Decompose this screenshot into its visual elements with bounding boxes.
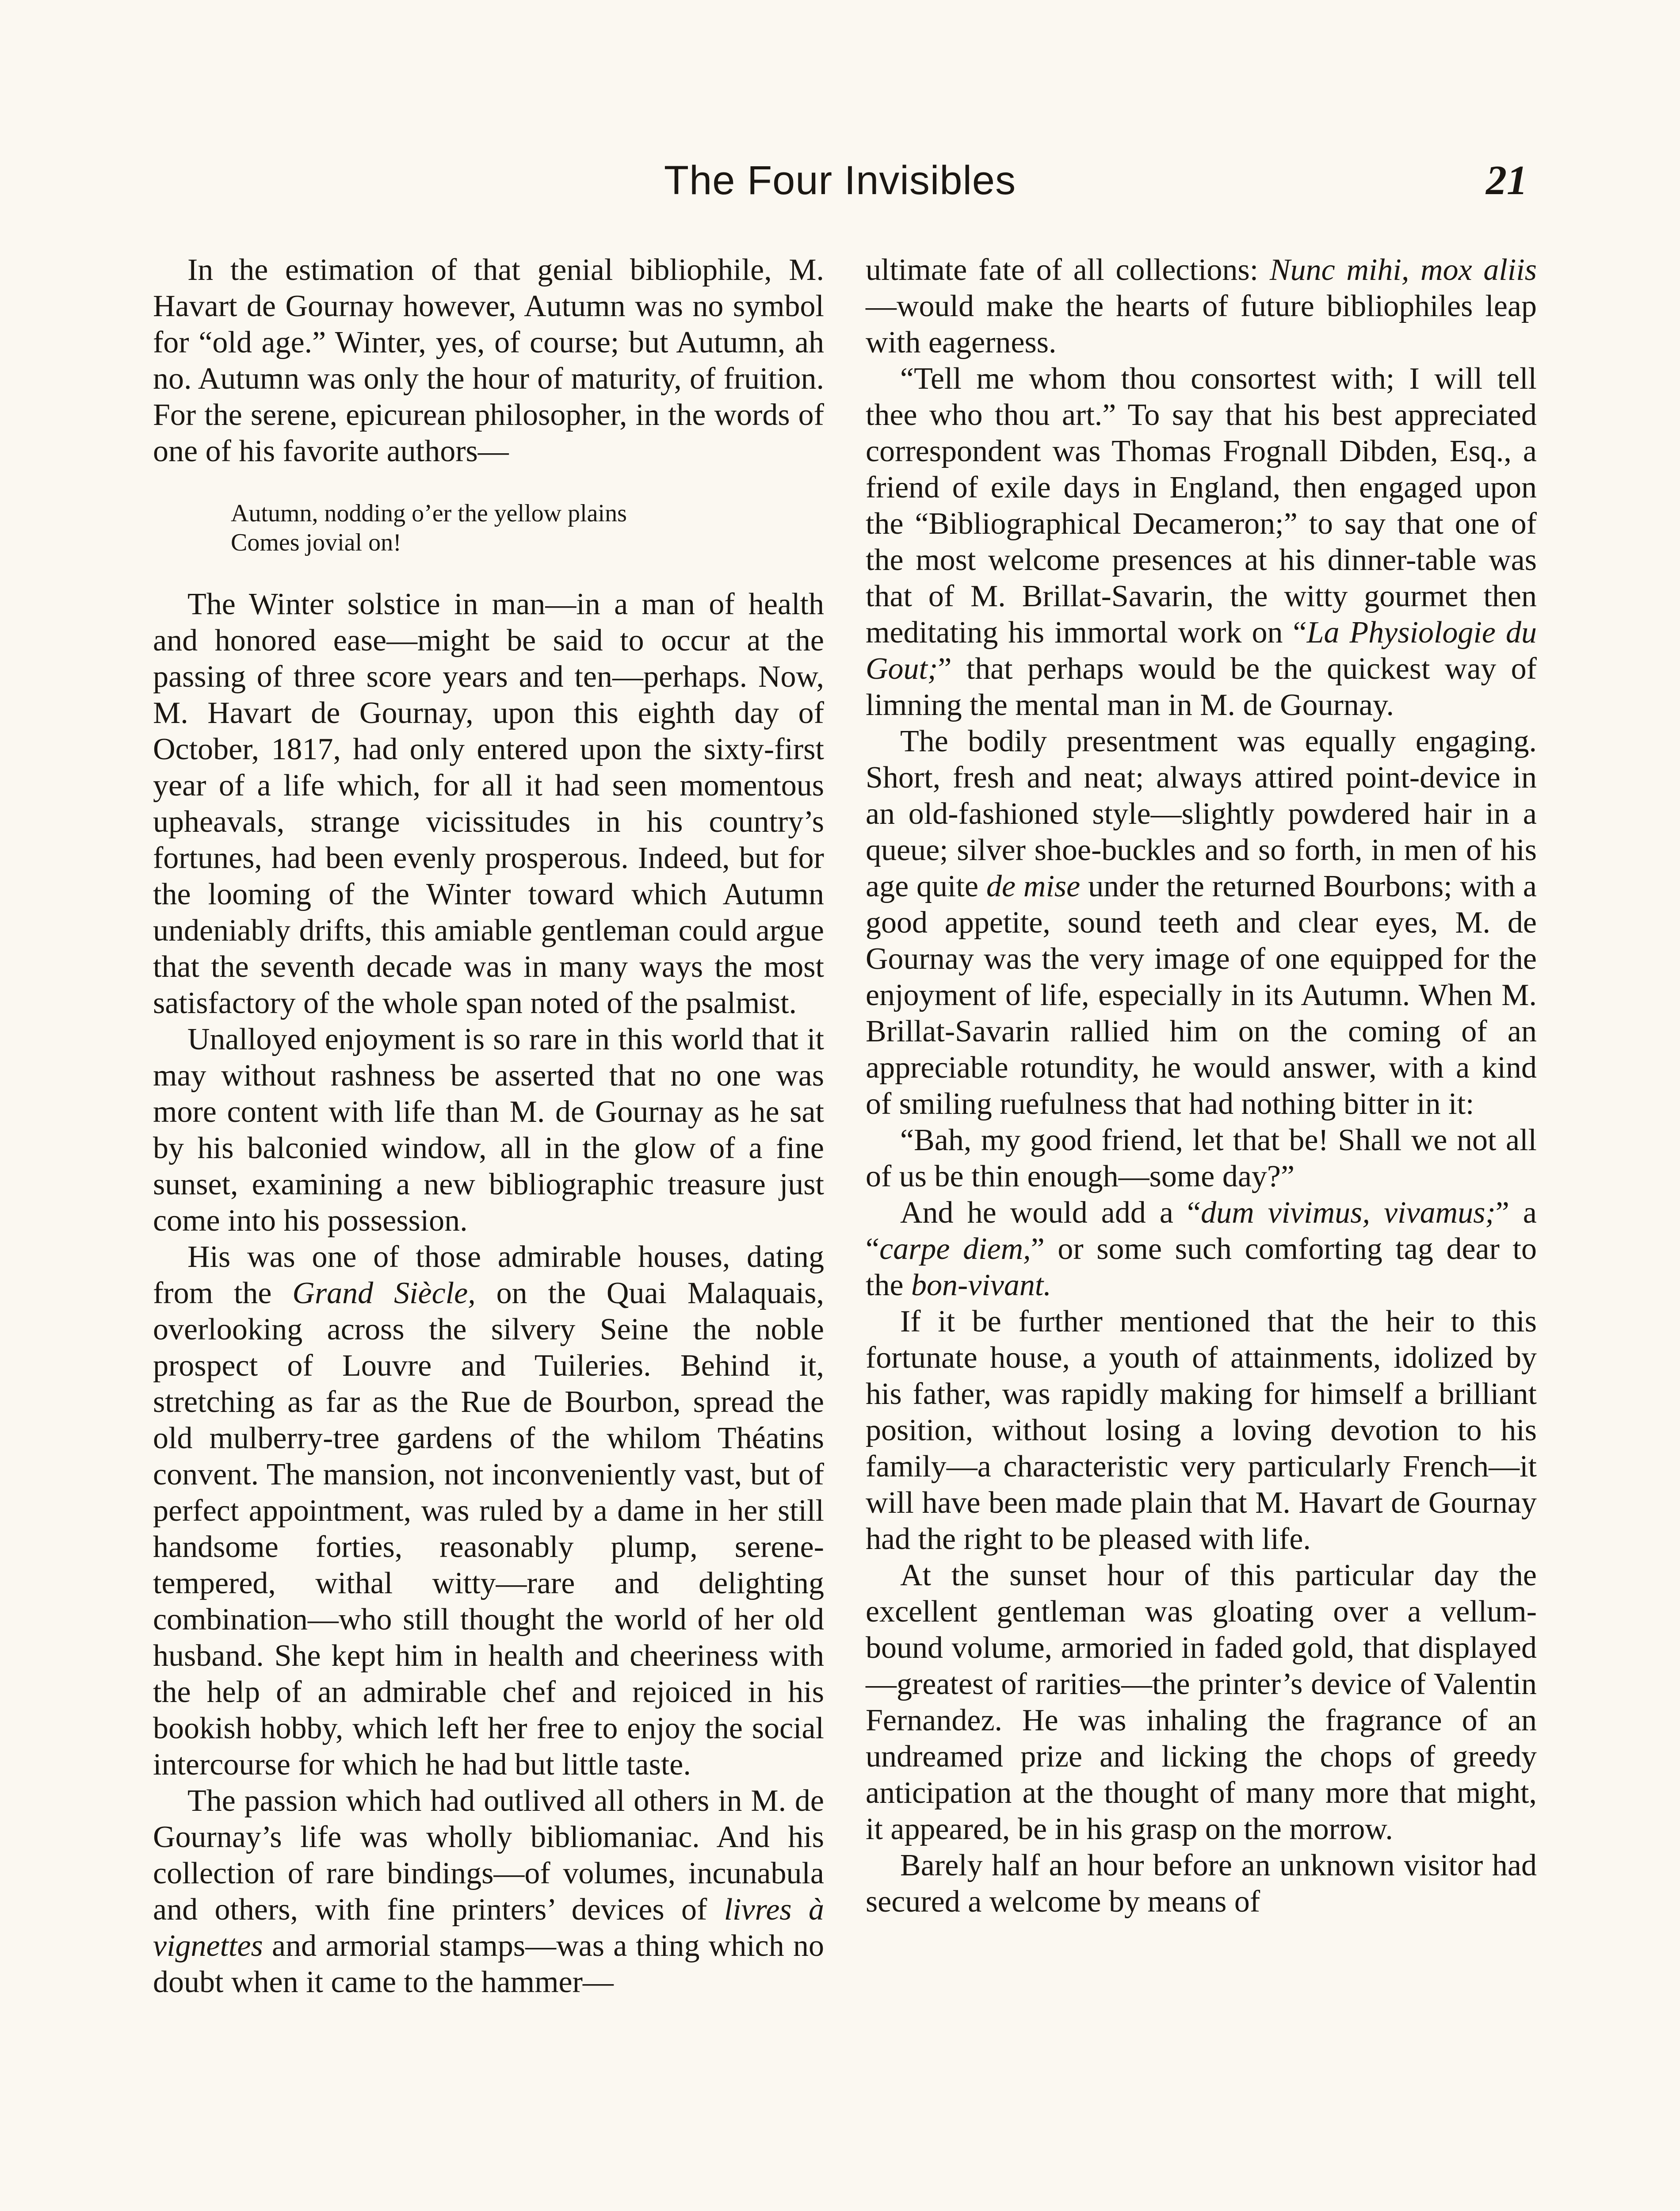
- text-run: His was one of those admirable houses, dating from the: [153, 1240, 824, 1310]
- verse-quote: [231, 499, 824, 557]
- italic-text: carpe diem,: [879, 1232, 1031, 1266]
- paragraph: “Bah, my good friend, let that be! Shall we not all of us be thin enough—some day?”: [866, 1123, 1537, 1193]
- paragraph: [153, 1239, 824, 1783]
- quote-line: Autumn, nodding o’er the yellow plains: [231, 500, 627, 527]
- quote-line: Comes jovial on!: [231, 529, 401, 556]
- paragraph: [866, 723, 1537, 1122]
- italic-text: dum vivimus, vivamus;: [1201, 1196, 1496, 1230]
- running-title: The Four Invisibles: [664, 158, 1016, 203]
- text-run: ” or some such comforting tag dear to the: [866, 1232, 1537, 1302]
- paragraph: [866, 361, 1537, 723]
- paragraph: [866, 1195, 1537, 1304]
- italic-text: La Physiologie du Gout;: [866, 616, 1537, 686]
- text-run: ” that perhaps would be the quickest way of limning the mental man in M. de Gournay.: [866, 652, 1537, 722]
- text-run: —would make the hearts of future bibliophiles leap with eagerness.: [866, 289, 1537, 360]
- right-column: [866, 252, 1537, 1920]
- text-run: The bodily presentment was equally engaging. Short, fresh and neat; always attired point-device in an old-fashioned style—slightly powdered hair in a queue; silver shoe-buckles and so forth, in men of his age quite: [866, 724, 1537, 903]
- paragraph: In the estimation of that genial bibliophile, M. Havart de Gournay however, Autumn was no symbol for “old age.” Winter, yes, of course; but Autumn, ah no. Autumn was only the hour of maturity, of fruition. For the serene, epicurean philosopher, in the words of one of his favorite authors—: [153, 253, 824, 468]
- paragraph: Unalloyed enjoyment is so rare in this world that it may without rashness be asserted that no one was more content with life than M. de Gournay as he sat by his balconied window, all in the glow of a fine sunset, examining a new bibliographic treasure just come into his possession.: [153, 1022, 824, 1238]
- paragraph: The Winter solstice in man—in a man of health and honored ease—might be said to occur at the passing of three score years and ten—perhaps. Now, M. Havart de Gournay, upon this eighth day of October, 1817, had only entered upon the sixty-first year of a life which, for all it had seen momentous upheavals, strange vicissitudes in his country’s fortunes, had been evenly prosperous. Indeed, but for the looming of the Winter toward which Autumn undeniably drifts, this amiable gentleman could argue that the seventh decade was in many ways the most satisfactory of the whole span noted of the psalmist.: [153, 587, 824, 1020]
- paragraph: Barely half an hour before an unknown visitor had secured a welcome by means of: [866, 1848, 1537, 1919]
- italic-text: Grand Siècle,: [292, 1276, 476, 1310]
- text-run: The passion which had outlived all others in M. de Gournay’s life was wholly bibliomaniac. And his collection of rare bindings—of volumes, incunabula and others, with fine printers’ devices of: [153, 1784, 824, 1927]
- text-run: And he would add a “: [900, 1196, 1201, 1230]
- left-column: [153, 252, 824, 2001]
- text-run: and armorial stamps—was a thing which no doubt when it came to the hammer—: [153, 1929, 824, 1999]
- paragraph: At the sunset hour of this particular day the excellent gentleman was gloating over a vellum-bound volume, armoried in faded gold, that displayed—greatest of rarities—the printer’s device of Valentin Fernandez. He was inhaling the fragrance of an undreamed prize and licking the chops of greedy anticipation at the thought of many more that might, it appeared, be in his grasp on the morrow.: [866, 1558, 1537, 1846]
- paragraph: If it be further mentioned that the heir to this fortunate house, a youth of attainments, idolized by his father, was rapidly making for himself a brilliant position, without losing a loving devotion to his family—a characteristic very particularly French—it will have been made plain that M. Havart de Gournay had the right to be pleased with life.: [866, 1304, 1537, 1556]
- italic-text: livres à vignettes: [153, 1893, 824, 1963]
- text-run: ultimate fate of all collections:: [866, 253, 1270, 287]
- text-run: ” a “: [866, 1196, 1537, 1266]
- italic-text: bon-vivant.: [911, 1268, 1051, 1302]
- page-header: [0, 154, 1680, 207]
- paragraph: [153, 1783, 824, 2001]
- text-run: on the Quai Malaquais, overlooking across the silvery Seine the noble prospect of Louvre and Tuileries. Behind it, stretching as far as the Rue de Bourbon, spread the old mulberry-tree gardens of the whilom Théatins convent. The mansion, not inconveniently vast, but of perfect appointment, was ruled by a dame in her still handsome forties, reasonably plump, serene-tempered, withal witty—rare and delighting combination—who still thought the world of her old husband. She kept him in health and cheeriness with the help of an admirable chef and rejoiced in his bookish hobby, which left her free to enjoy the social intercourse for which he had but little taste.: [153, 1276, 824, 1782]
- page-number: 21: [1486, 157, 1527, 203]
- text-run: under the returned Bourbons; with a good appetite, sound teeth and clear eyes, M. de Gournay was the very image of one equipped for the enjoyment of life, especially in its Autumn. When M. Brillat-Savarin rallied him on the coming of an appreciable rotundity, he would answer, with a kind of smiling ruefulness that had nothing bitter in it:: [866, 869, 1537, 1121]
- text-run: “Tell me whom thou consortest with; I will tell thee who thou art.” To say that his best appreciated correspondent was Thomas Frognall Dibden, Esq., a friend of exile days in England, then engaged upon the “Bibliographical Decameron;” to say that one of the most welcome presences at his dinner-table was that of M. Brillat-Savarin, the witty gourmet then meditating his immortal work on “: [866, 362, 1537, 650]
- italic-text: Nunc mihi, mox aliis: [1269, 253, 1537, 287]
- paragraph-continued: [866, 252, 1537, 361]
- italic-text: de mise: [986, 869, 1081, 903]
